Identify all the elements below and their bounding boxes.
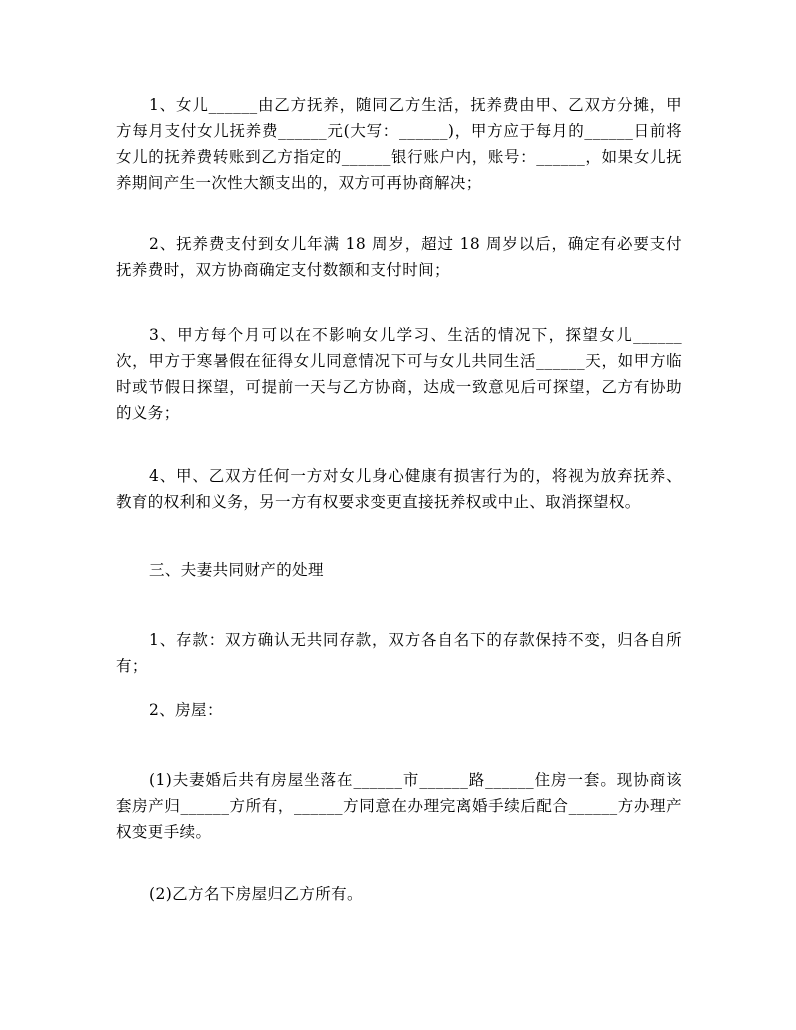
- housing-subclause-2: (2)乙方名下房屋归乙方所有。: [149, 885, 363, 903]
- deposits-clause-1: 1、存款：双方确认无共同存款，双方各自名下的存款保持不变，归各自所有；: [116, 631, 682, 675]
- child-support-duration-clause-2: 2、抚养费支付到女儿年满 18 周岁，超过 18 周岁以后，确定有必要支付抚养费时，双方协商确定支付数额和支付时间；: [116, 235, 682, 279]
- child-custody-clause-1: 1、女儿______由乙方抚养，随同乙方生活，抚养费由甲、乙双方分摊，甲方每月支付女儿抚养费______元(大写：______)，甲方应于每月的______日前将女儿的抚养费转账到乙方指定的______银行账户内，账号：______，如果女儿抚养期间产生一次性大额支出的，双方可再协商解决；: [116, 96, 682, 192]
- housing-subclause-1: (1)夫妻婚后共有房屋坐落在______市______路______住房一套。现协商该套房产归______方所有，______方同意在办理完离婚手续后配合______方办理产权变更手续。: [116, 771, 682, 841]
- visitation-clause-3: 3、甲方每个月可以在不影响女儿学习、生活的情况下，探望女儿______次，甲方于寒暑假在征得女儿同意情况下可与女儿共同生活______天，如甲方临时或节假日探望，可提前一天与乙方协商，达成一致意见后可探望，乙方有协助的义务；: [116, 326, 682, 422]
- section-heading-joint-property: 三、夫妻共同财产的处理: [149, 561, 324, 579]
- housing-clause-2: 2、房屋：: [149, 701, 223, 719]
- harm-forfeiture-clause-4: 4、甲、乙双方任何一方对女儿身心健康有损害行为的，将视为放弃抚养、教育的权利和义务，另一方有权要求变更直接抚养权或中止、取消探望权。: [116, 467, 682, 511]
